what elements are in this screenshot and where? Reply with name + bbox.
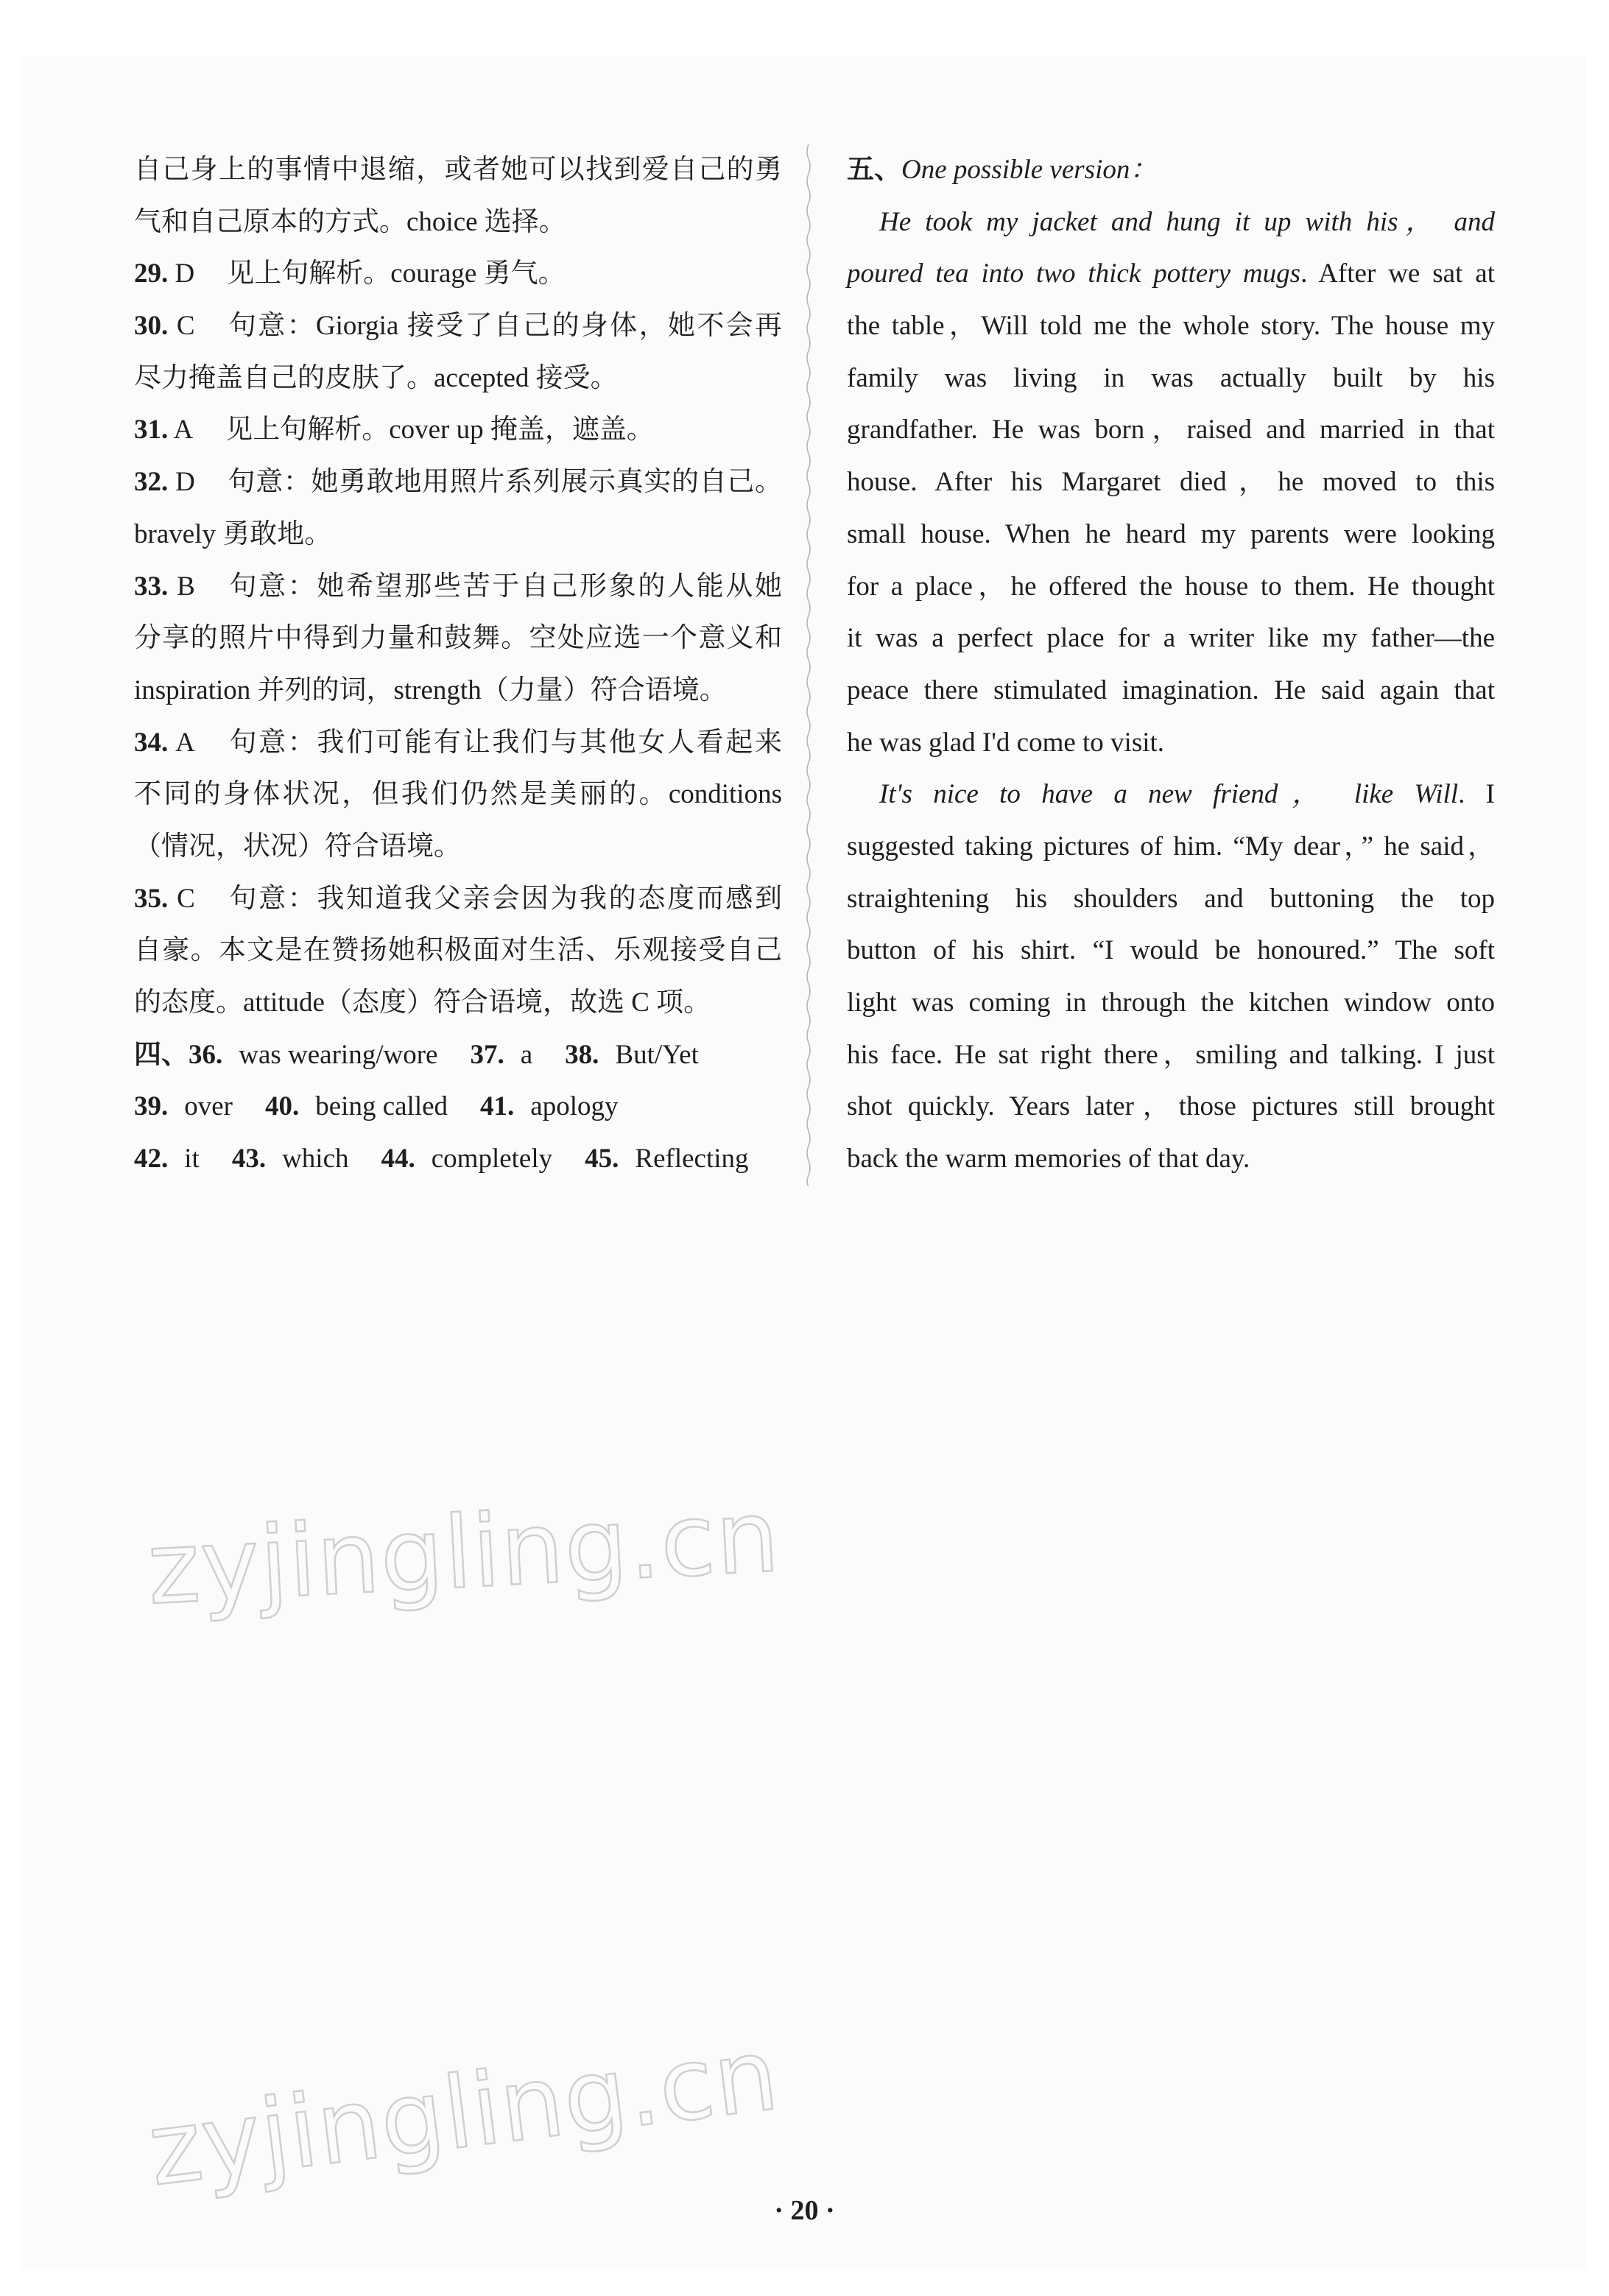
text-line: button of his shirt. “I would be honoured.” The soft — [847, 935, 1495, 966]
text-line: suggested taking pictures of him. “My dear，” he said， — [847, 831, 1495, 862]
answer-item-33 — [134, 561, 782, 613]
question-number: 31. — [134, 415, 169, 446]
question-number: 40. — [265, 1091, 300, 1122]
text-line: 气和自己原本的方式。choice 选择。 — [134, 206, 566, 237]
text-line: poured tea into two thick pottery mugs. After we sat at — [847, 258, 1495, 289]
answer-letter: C — [176, 311, 195, 342]
text-line: the table，Will told me the whole story. The house my — [847, 311, 1495, 342]
question-number: 39. — [134, 1091, 169, 1122]
question-number: 36. — [189, 1039, 223, 1070]
section-4-row-2 — [134, 1081, 782, 1133]
question-number: 30. — [134, 311, 169, 342]
answer-letter: C — [177, 883, 195, 914]
blank-answer: a — [520, 1039, 533, 1070]
text-line: house. After his Margaret died，he moved to this — [847, 467, 1495, 498]
section-4-row-1 — [134, 1029, 782, 1082]
answer-item-34 — [134, 717, 782, 770]
answer-letter: B — [177, 571, 195, 602]
explanation-text: 见上句解析。cover up 掩盖，遮盖。 — [225, 415, 654, 446]
explanation-text: 句意：她希望那些苦于自己形象的人能从她 — [227, 571, 782, 602]
column-divider — [805, 144, 812, 1186]
blank-answer: was wearing/wore — [239, 1039, 438, 1070]
blank-answer: apology — [530, 1091, 619, 1122]
blank-answer: But/Yet — [615, 1039, 699, 1070]
blank-answer: Reflecting — [635, 1144, 749, 1175]
answer-item-29 — [134, 248, 782, 300]
text-line: 自豪。本文是在赞扬她积极面对生活、乐观接受自己 — [134, 935, 782, 966]
explanation-text: 句意：我知道我父亲会因为我的态度而感到 — [227, 883, 782, 914]
text-line: family was living in was actually built by his — [847, 362, 1495, 393]
answer-item-31 — [134, 404, 782, 457]
question-number: 33. — [134, 571, 169, 602]
watermark: zyjingling.cn — [142, 2016, 785, 2208]
answer-item-30 — [134, 300, 782, 353]
question-number: 45. — [585, 1144, 619, 1175]
essay-paragraph-1 — [847, 197, 1495, 770]
blank-answer: over — [184, 1091, 233, 1122]
text-line: It's nice to have a new friend， like Will. I — [879, 779, 1495, 810]
text-line: inspiration 并列的词，strength（力量）符合语境。 — [134, 675, 727, 705]
question-number: 38. — [565, 1039, 599, 1070]
text-line: 分享的照片中得到力量和鼓舞。空处应选一个意义和 — [134, 623, 782, 654]
text-line: shot quickly. Years later，those pictures still brought — [847, 1091, 1495, 1122]
question-number: 43. — [231, 1144, 267, 1175]
essay-paragraph-2 — [847, 769, 1495, 1186]
question-number: 29. — [134, 258, 169, 289]
text-line: peace there stimulated imagination. He said again that — [847, 675, 1495, 705]
text-line: 不同的身体状况，但我们仍然是美丽的。conditions — [134, 779, 782, 810]
text-line: （情况，状况）符合语境。 — [134, 831, 461, 862]
explanation-text: 句意：她勇敢地用照片系列展示真实的自己。 — [227, 467, 782, 498]
text-line: for a place，he offered the house to them. He thought — [847, 571, 1495, 602]
text-line: 的态度。attitude（态度）符合语境，故选 C 项。 — [134, 987, 711, 1018]
text-line: light was coming in through the kitchen window onto — [847, 987, 1495, 1018]
question-number: 42. — [134, 1144, 169, 1175]
page-number: · 20 · — [774, 2195, 835, 2226]
answer-item-32 — [134, 457, 782, 509]
text-line: his face. He sat right there，smiling and talking. I just — [847, 1039, 1495, 1070]
explanation-text: 句意：我们可能有让我们与其他女人看起来 — [227, 727, 782, 758]
text-line: it was a perfect place for a writer like my father—the — [847, 623, 1495, 654]
answer-letter: A — [175, 727, 195, 758]
section-label: 四、 — [134, 1039, 189, 1070]
text-line: straightening his shoulders and buttoning the top — [847, 883, 1495, 914]
question-number: 34. — [134, 727, 169, 758]
right-column — [847, 144, 1495, 1186]
question-number: 32. — [134, 467, 169, 498]
text-line: back the warm memories of that day. — [847, 1144, 1250, 1175]
text-line: small house. When he heard my parents were looking — [847, 518, 1495, 549]
text-line: grandfather. He was born，raised and married in that — [847, 415, 1495, 446]
blank-answer: completely — [431, 1144, 553, 1175]
blank-answer: which — [282, 1144, 349, 1175]
answer-letter: D — [175, 467, 195, 498]
explanation-text: 见上句解析。courage 勇气。 — [227, 258, 566, 289]
explanation-text: 句意：Giorgia 接受了自己的身体，她不会再 — [227, 311, 783, 342]
text-line: bravely 勇敢地。 — [134, 518, 332, 549]
text-line: 尽力掩盖自己的皮肤了。accepted 接受。 — [134, 362, 618, 393]
section-label: 五、 — [847, 155, 901, 185]
watermark: zyjingling.cn — [144, 1478, 783, 1627]
blank-answer: being called — [315, 1091, 448, 1122]
section-5-heading — [847, 144, 1495, 197]
left-column — [134, 144, 782, 1186]
heading-text: One possible version： — [901, 155, 1158, 185]
text-line: he was glad I'd come to visit. — [847, 727, 1165, 758]
question-number: 35. — [134, 883, 169, 914]
blank-answer: it — [184, 1144, 200, 1175]
text-line: 自己身上的事情中退缩，或者她可以找到爱自己的勇 — [134, 155, 782, 185]
question-number: 37. — [470, 1039, 504, 1070]
question-number: 41. — [480, 1091, 515, 1122]
answer-letter: A — [173, 415, 194, 446]
question-number: 44. — [381, 1144, 415, 1175]
section-4-row-3 — [134, 1133, 782, 1186]
answer-letter: D — [175, 258, 195, 289]
text-line: He took my jacket and hung it up with his， and — [879, 206, 1495, 237]
answer-item-35 — [134, 873, 782, 926]
